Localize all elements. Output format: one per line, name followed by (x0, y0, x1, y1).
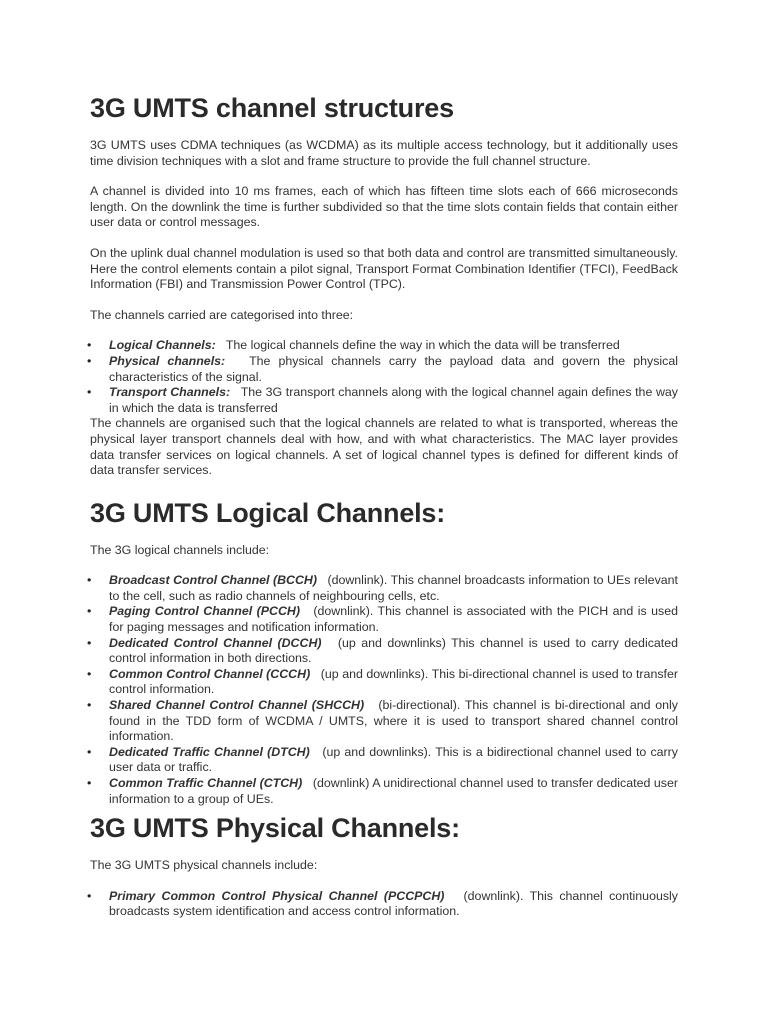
paragraph: The 3G UMTS physical channels include: (90, 858, 318, 873)
list-item-desc: (bi-directional). This channel is bi-directional and only found in the TDD form of WCDMA / UMTS, where it is used to transport shared channel control information. (109, 698, 678, 744)
paragraph: The channels carried are categorised into three: (90, 307, 354, 322)
list-item-term: Paging Control Channel (PCCH) (109, 604, 300, 619)
channel-category-list (90, 338, 678, 416)
list-item (90, 354, 678, 385)
list-item-term: Logical Channels: (109, 338, 216, 353)
list-item (90, 889, 678, 920)
list-item (90, 776, 678, 807)
list-item (90, 636, 678, 667)
list-item-desc: (up and downlinks) This channel is used to carry dedicated control information in both directions. (109, 635, 679, 666)
list-item-term: Transport Channels: (109, 385, 231, 400)
paragraph: The 3G logical channels include: (90, 542, 270, 557)
list-item-desc: The 3G transport channels along with the logical channel again defines the way in which the data is transferred (109, 385, 678, 415)
list-item-desc: (downlink). This channel continuously broadcasts system identification and access control information. (109, 888, 678, 919)
list-item-term: Dedicated Traffic Channel (DTCH) (109, 744, 310, 759)
logical-channel-list (90, 573, 678, 807)
list-item (90, 667, 678, 698)
list-item-desc: The logical channels define the way in which the data will be transferred (225, 338, 620, 353)
heading-channel-structures: 3G UMTS channel structures (90, 93, 454, 123)
list-item (90, 338, 678, 354)
paragraph: 3G UMTS uses CDMA techniques (as WCDMA) as its multiple access technology, but it additionally uses time division techniques with a slot and frame structure to provide the full channel structure. (90, 138, 678, 168)
heading-logical-channels: 3G UMTS Logical Channels: (90, 497, 446, 528)
list-item (90, 385, 678, 416)
list-item-desc: (downlink). This channel broadcasts information to UEs relevant to the cell, such as radio channels of neighbouring cells, etc. (109, 573, 678, 603)
list-item-term: Common Control Channel (CCCH) (109, 666, 311, 681)
list-item (90, 698, 678, 745)
list-item-desc: (downlink). This channel is associated with the PICH and is used for paging messages and notification information. (109, 604, 679, 635)
paragraph: On the uplink dual channel modulation is used so that both data and control are transmitted simultaneously. Here the control elements contain a pilot signal, Transport Format Combination Identifier (TFCI), FeedBack Information (FBI) and Transmission Power Control (TPC). (90, 245, 678, 292)
list-item-term: Broadcast Control Channel (BCCH) (109, 573, 317, 588)
list-item-term: Dedicated Control Channel (DCCH) (109, 635, 322, 650)
list-item-term: Physical channels: (109, 353, 226, 368)
list-item-desc: (up and downlinks). This is a bidirectional channel used to carry user data or traffic. (109, 744, 679, 775)
list-item (90, 745, 678, 776)
heading-physical-channels: 3G UMTS Physical Channels: (90, 813, 460, 844)
list-item-desc: The physical channels carry the payload data and govern the physical characteristics of the signal. (109, 353, 679, 384)
document-content (90, 92, 678, 920)
paragraph: The channels are organised such that the logical channels are related to what is transported, whereas the physical layer transport channels deal with how, and with what characteristics. The MAC layer provides data transfer services on logical channels. A set of logical channel types is defined for different kinds of data transfer services. (90, 416, 678, 478)
list-item-term: Primary Common Control Physical Channel (PCCPCH) (109, 888, 445, 903)
paragraph: A channel is divided into 10 ms frames, each of which has fifteen time slots each of 666 microseconds length. On the downlink the time is further subdivided so that the time slots contain fields that contain either user data or control messages. (90, 184, 678, 230)
list-item-desc: (downlink) A unidirectional channel used to transfer dedicated user information to a group of UEs. (109, 776, 678, 806)
list-item-term: Common Traffic Channel (CTCH) (109, 776, 303, 790)
list-item-term: Shared Channel Control Channel (SHCCH) (109, 698, 365, 713)
list-item-desc: (up and downlinks). This bi-directional channel is used to transfer control information. (109, 666, 678, 697)
list-item (90, 604, 678, 635)
list-item (90, 573, 678, 604)
physical-channel-list (90, 889, 678, 920)
